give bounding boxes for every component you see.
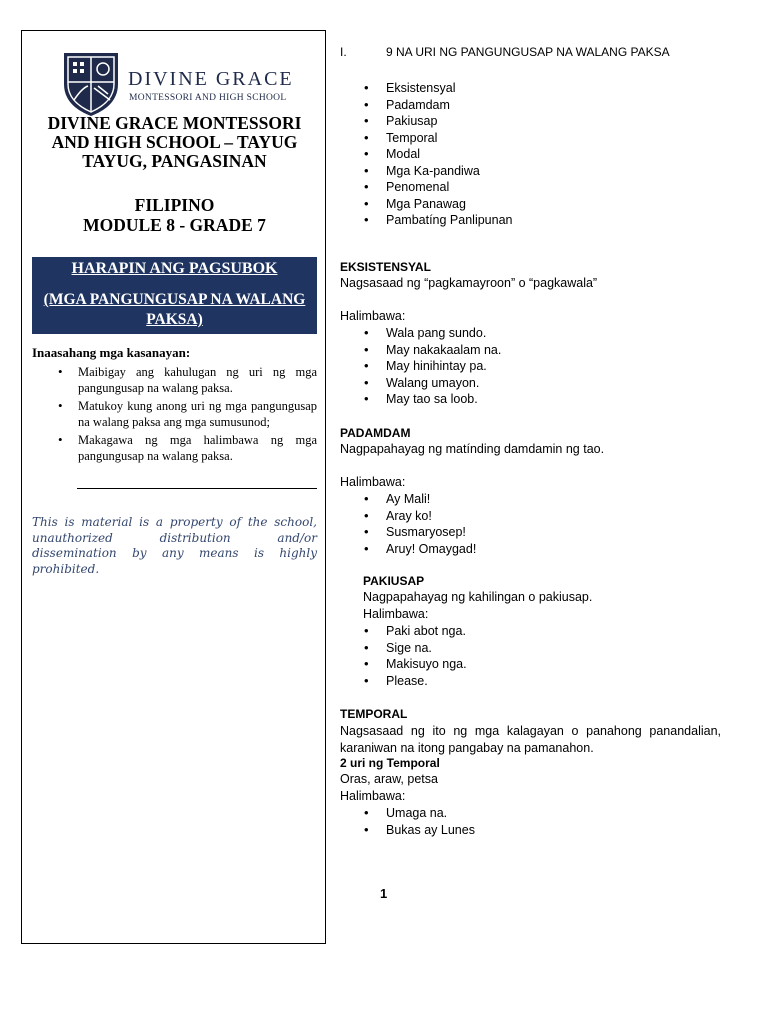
banner-title: HARAPIN ANG PAGSUBOK — [71, 260, 278, 277]
list-item: • Susmaryosep! — [386, 524, 476, 541]
padamdam-heading: PADAMDAM — [340, 426, 411, 440]
eksistensyal-desc: Nagsasaad ng “pagkamayroon” o “pagkawala” — [340, 276, 598, 290]
list-item: • May tao sa loob. — [386, 391, 501, 408]
list-item: • Mga Panawag — [386, 196, 512, 213]
example-label: Halimbawa: — [340, 475, 406, 489]
section-number: I. — [340, 45, 347, 59]
copyright-notice: This is material is a property of the school, unauthorized distribution and/or dissemination by any means is highly prohibited. — [32, 515, 317, 576]
padamdam-examples — [386, 491, 476, 557]
list-item: • Mga Ka-pandiwa — [386, 163, 512, 180]
types-list — [386, 80, 512, 229]
eksistensyal-heading: EKSISTENSYAL — [340, 260, 431, 274]
list-item: • Ay Mali! — [386, 491, 476, 508]
example-label: Halimbawa: — [363, 607, 429, 621]
list-item: • Pambatíng Panlipunan — [386, 212, 512, 229]
list-item: • Bukas ay Lunes — [386, 822, 475, 839]
example-label: Halimbawa: — [340, 789, 406, 803]
subject-label: FILIPINO — [134, 195, 215, 215]
list-item: • Penomenal — [386, 179, 512, 196]
list-item: • Maibigay ang kahulugan ng uri ng mga pangungusap na walang paksa. — [78, 364, 317, 396]
temporal-heading: TEMPORAL — [340, 707, 408, 721]
list-item: • Makisuyo nga. — [386, 656, 467, 673]
temporal-types-text: Oras, araw, petsa — [340, 772, 438, 786]
pakiusap-desc: Nagpapahayag ng kahilingan o pakiusap. — [363, 590, 593, 604]
list-item: • Temporal — [386, 130, 512, 147]
list-item: • May hinihintay pa. — [386, 358, 501, 375]
list-item: • Padamdam — [386, 97, 512, 114]
list-item: • Umaga na. — [386, 805, 475, 822]
page-number: 1 — [380, 886, 388, 901]
list-item: • Please. — [386, 673, 467, 690]
list-item: • Sige na. — [386, 640, 467, 657]
school-line: TAYUG, PANGASINAN — [82, 151, 267, 171]
list-item: • Walang umayon. — [386, 375, 501, 392]
list-item: • Paki abot nga. — [386, 623, 467, 640]
expected-skills-heading: Inaasahang mga kasanayan: — [32, 345, 191, 360]
pakiusap-examples — [386, 623, 467, 689]
padamdam-desc: Nagpapahayag ng matínding damdamin ng tao. — [340, 442, 605, 456]
list-item: • Aray ko! — [386, 508, 476, 525]
eksistensyal-examples — [386, 325, 501, 408]
list-item: • May nakakaalam na. — [386, 342, 501, 359]
module-label: MODULE 8 - GRADE 7 — [83, 215, 266, 235]
logo-subtitle: MONTESSORI AND HIGH SCHOOL — [129, 93, 287, 103]
list-item: • Makagawa ng mga halimbawa ng mga pangungusap na walang paksa. — [78, 432, 317, 464]
school-line: AND HIGH SCHOOL – TAYUG — [51, 132, 298, 152]
section-title: 9 NA URI NG PANGUNGUSAP NA WALANG PAKSA — [386, 45, 670, 59]
banner-subtitle: (MGA PANGUNGUSAP NA WALANG PAKSA) — [43, 291, 306, 328]
list-item: • Pakiusap — [386, 113, 512, 130]
list-item: • Aruy! Omaygad! — [386, 541, 476, 558]
school-line: DIVINE GRACE MONTESSORI — [47, 113, 302, 133]
temporal-examples — [386, 805, 475, 838]
logo-name: DIVINE GRACE — [128, 68, 294, 90]
example-label: Halimbawa: — [340, 309, 406, 323]
list-item: • Wala pang sundo. — [386, 325, 501, 342]
temporal-desc: Nagsasaad ng ito ng mga kalagayan o panahong panandalian, karaniwan na itong pangabay na pamanahon. — [340, 724, 721, 755]
list-item: • Eksistensyal — [386, 80, 512, 97]
list-item: • Matukoy kung anong uri ng mga pangungusap na walang paksa ang mga sumusunod; — [78, 398, 317, 430]
pakiusap-heading: PAKIUSAP — [363, 574, 425, 588]
list-item: • Modal — [386, 146, 512, 163]
temporal-types-heading: 2 uri ng Temporal — [340, 756, 440, 770]
